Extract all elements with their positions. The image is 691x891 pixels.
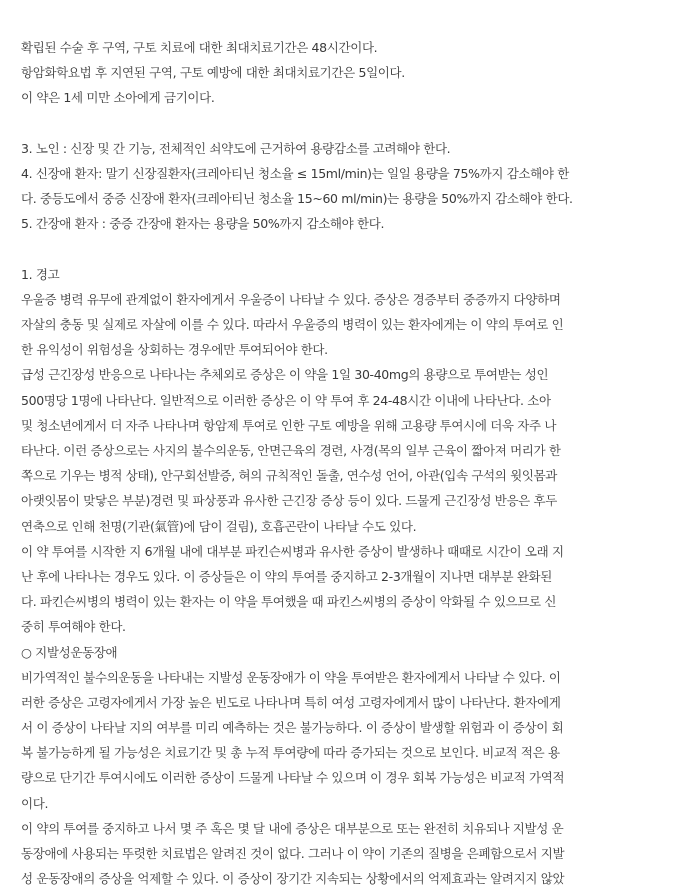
- special-populations: [21, 136, 691, 237]
- paragraph-gap: [21, 111, 691, 136]
- text-line: 연축으로 인해 천명(기관(氣管)에 담이 걸림), 호흡곤란이 나타날 수도 있다.: [21, 514, 691, 539]
- paragraph-gap: [21, 237, 691, 262]
- text-line: 이 약은 1세 미만 소아에게 금기이다.: [21, 85, 691, 110]
- section-heading: 1. 경고: [21, 262, 691, 287]
- text-line: 이 약의 투여를 중지하고 나서 몇 주 혹은 몇 달 내에 증상은 대부분으로 또는 완전히 치유되나 지발성 운: [21, 816, 691, 841]
- subsection-heading: ○ 지발성운동장애: [21, 640, 691, 665]
- text-line: 이다.: [21, 791, 691, 816]
- tardive-dyskinesia-section: [21, 640, 691, 891]
- text-line: 항암화학요법 후 지연된 구역, 구토 예방에 대한 최대치료기간은 5일이다.: [21, 60, 691, 85]
- text-line: 서 이 증상이 나타날 지의 여부를 미리 예측하는 것은 불가능하다. 이 증상이 발생할 위험과 이 증상이 회: [21, 715, 691, 740]
- dosage-notes: [21, 35, 691, 111]
- text-line: 복 불가능하게 될 가능성은 치료기간 및 총 누적 투여량에 따라 증가되는 것으로 보인다. 비교적 적은 용: [21, 740, 691, 765]
- text-line: 난 후에 나타나는 경우도 있다. 이 증상들은 이 약의 투여를 중지하고 2-3개월이 지나면 대부분 완화된: [21, 564, 691, 589]
- text-line: 동장애에 사용되는 뚜렷한 치료법은 알려진 것이 없다. 그러나 이 약이 기존의 질병을 은폐함으로서 지발: [21, 841, 691, 866]
- text-line: 중히 투여해야 한다.: [21, 614, 691, 639]
- text-line: 다. 중등도에서 중증 신장애 환자(크레아티닌 청소율 15~60 ml/min)는 용량을 50%까지 감소해야 한다.: [21, 186, 691, 211]
- text-line: 확립된 수술 후 구역, 구토 치료에 대한 최대치료기간은 48시간이다.: [21, 35, 691, 60]
- text-line: 5. 간장애 환자 : 중증 간장애 환자는 용량을 50%까지 감소해야 한다.: [21, 211, 691, 236]
- text-line: 량으로 단기간 투여시에도 이러한 증상이 드물게 나타날 수 있으며 이 경우 회복 가능성은 비교적 가역적: [21, 765, 691, 790]
- text-line: 타난다. 이런 증상으로는 사지의 불수의운동, 안면근육의 경련, 사경(목의 일부 근육이 짧아져 머리가 한: [21, 438, 691, 463]
- text-line: 이 약 투여를 시작한 지 6개월 내에 대부분 파킨슨씨병과 유사한 증상이 발생하나 때때로 시간이 오래 지: [21, 539, 691, 564]
- text-line: 자살의 충동 및 실제로 자살에 이를 수 있다. 따라서 우울증의 병력이 있는 환자에게는 이 약의 투여로 인: [21, 312, 691, 337]
- text-line: 다. 파킨슨씨병의 병력이 있는 환자는 이 약을 투여했을 때 파킨스씨병의 증상이 악화될 수 있으므로 신: [21, 589, 691, 614]
- text-line: 아랫잇몸이 맞닿은 부분)경련 및 파상풍과 유사한 근긴장 증상 등이 있다. 드물게 근긴장성 반응은 후두: [21, 488, 691, 513]
- text-line: 및 청소년에게서 더 자주 나타나며 항암제 투여로 인한 구토 예방을 위해 고용량 투여시에 더욱 자주 나: [21, 413, 691, 438]
- text-line: 500명당 1명에 나타난다. 일반적으로 이러한 증상은 이 약 투여 후 24-48시간 이내에 나타난다. 소아: [21, 388, 691, 413]
- text-line: 급성 근긴장성 반응으로 나타나는 추체외로 증상은 이 약을 1일 30-40mg의 용량으로 투여받는 성인: [21, 362, 691, 387]
- text-line: 한 유익성이 위험성을 상회하는 경우에만 투여되어야 한다.: [21, 337, 691, 362]
- text-line: 4. 신장애 환자: 말기 신장질환자(크레아티닌 청소율 ≤ 15ml/min)는 일일 용량을 75%까지 감소해야 한: [21, 161, 691, 186]
- text-line: 러한 증상은 고령자에게서 가장 높은 빈도로 나타나며 특히 여성 고령자에게서 많이 나타난다. 환자에게: [21, 690, 691, 715]
- text-line: 3. 노인 : 신장 및 간 기능, 전체적인 쇠약도에 근거하여 용량감소를 고려해야 한다.: [21, 136, 691, 161]
- warnings-section: [21, 262, 691, 640]
- text-line: 성 운동장애의 증상을 억제할 수 있다. 이 증상이 장기간 지속되는 상황에서의 억제효과는 알려지지 않았: [21, 866, 691, 891]
- text-line: 우울증 병력 유무에 관계없이 환자에게서 우울증이 나타날 수 있다. 증상은 경증부터 중증까지 다양하며: [21, 287, 691, 312]
- document-body: [21, 35, 691, 891]
- text-line: 비가역적인 불수의운동을 나타내는 지발성 운동장애가 이 약을 투여받은 환자에게서 나타날 수 있다. 이: [21, 665, 691, 690]
- text-line: 쪽으로 기우는 병적 상태), 안구회선발증, 혀의 규칙적인 돌출, 연수성 언어, 아관(입속 구석의 윗잇몸과: [21, 463, 691, 488]
